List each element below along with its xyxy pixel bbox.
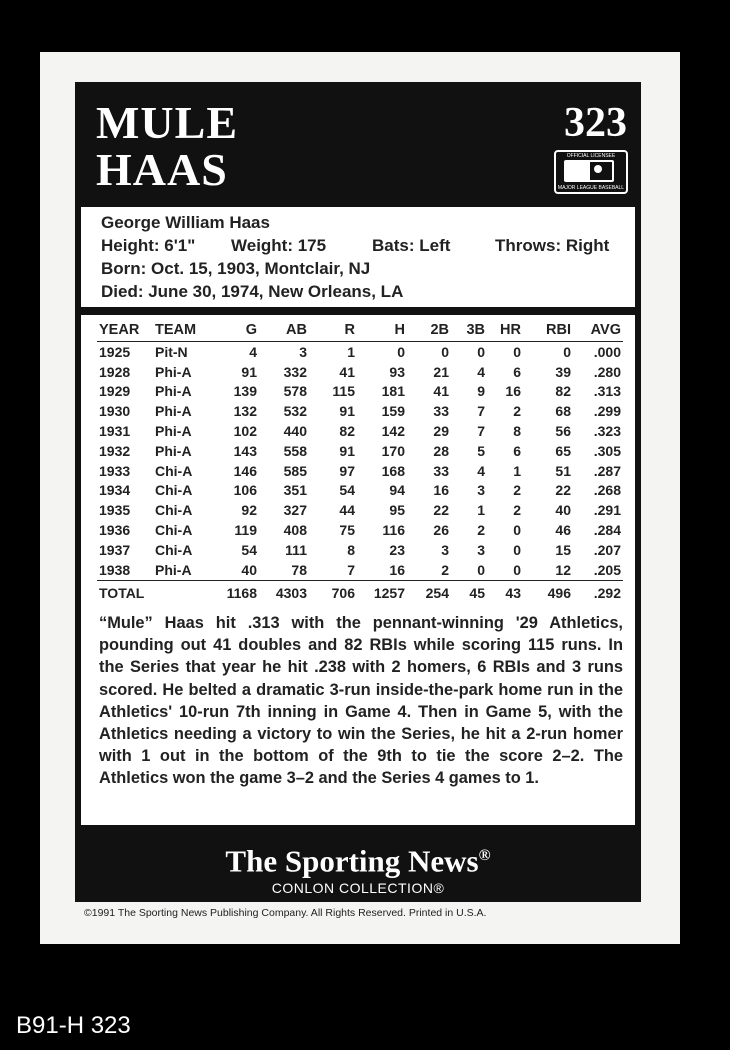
weight: Weight: 175 <box>231 236 327 255</box>
stat-cell: 78 <box>291 561 307 578</box>
stat-cell: 6 <box>513 442 521 459</box>
col-header: G <box>209 319 259 342</box>
stat-cell: 29 <box>433 423 449 440</box>
stat-cell: 0 <box>513 343 521 360</box>
total-cell: 1257 <box>357 580 407 605</box>
stat-cell: 116 <box>382 522 405 539</box>
col-header: 3B <box>451 319 487 342</box>
stat-cell: 28 <box>433 442 449 459</box>
career-blurb: “Mule” Haas hit .313 with the pennant-winning '29 Athletics, pounding out 41 doubles and 82 RBIs while scoring 115 runs. In the Series that year he hit .238 with 2 homers, 6 RBIs and 3 runs scored. He belted a dramatic 3-run inside-the-park home run in the Athletics' 10-run 7th inning in Game 4. Then in Game 5, with the Athletics needing a victory to win the Series, he hit a 2-run homer with 1 out in the bottom of the 9th to tie the score 2–2. The Athletics won the game 3–2 and the Series 4 games to 1. <box>99 614 623 788</box>
stats-row <box>97 500 623 520</box>
stat-cell: 351 <box>283 482 307 499</box>
stat-cell: .000 <box>593 343 621 360</box>
stat-cell: 1936 <box>99 522 131 539</box>
stat-cell: 2 <box>441 561 449 578</box>
stat-cell: 1 <box>477 502 485 519</box>
card-number: 323 <box>564 100 627 146</box>
stat-cell: 40 <box>241 561 257 578</box>
stat-cell: 16 <box>505 383 521 400</box>
logo-bottom-text: MAJOR LEAGUE BASEBALL <box>557 185 625 191</box>
stat-cell: 170 <box>381 442 405 459</box>
col-header: AVG <box>573 319 623 342</box>
stat-cell: Phi-A <box>155 442 192 459</box>
total-cell: 496 <box>523 580 573 605</box>
stat-cell: 1932 <box>99 442 131 459</box>
stat-cell: 111 <box>285 541 307 558</box>
stat-cell: 22 <box>555 482 571 499</box>
mlb-logo-icon <box>554 150 628 194</box>
died: Died: June 30, 1974, New Orleans, LA <box>101 282 404 301</box>
stats-total-row <box>97 580 623 605</box>
stat-cell: 532 <box>283 403 307 420</box>
stat-cell: 1 <box>513 462 521 479</box>
stat-cell: 132 <box>233 403 257 420</box>
stat-cell: 8 <box>513 423 521 440</box>
bats: Bats: Left <box>372 236 451 255</box>
stat-cell: 6 <box>513 363 521 380</box>
stat-cell: 95 <box>389 502 405 519</box>
stat-cell: .207 <box>593 541 621 558</box>
stat-cell: Pit-N <box>155 343 188 360</box>
stat-cell: 440 <box>283 423 307 440</box>
stat-cell: 91 <box>339 442 355 459</box>
stat-cell: .305 <box>593 442 621 459</box>
stat-cell: 1935 <box>99 502 131 519</box>
total-cell: 4303 <box>259 580 309 605</box>
stat-cell: .323 <box>593 423 621 440</box>
stat-cell: 65 <box>555 442 571 459</box>
stat-cell: 12 <box>555 561 571 578</box>
stat-cell: 9 <box>477 383 485 400</box>
stat-cell: 139 <box>233 383 257 400</box>
total-cell: 43 <box>487 580 523 605</box>
stat-cell: .280 <box>593 363 621 380</box>
stat-cell: 7 <box>347 561 355 578</box>
stats-row <box>97 481 623 501</box>
stat-cell: 40 <box>555 502 571 519</box>
copyright-line: ©1991 The Sporting News Publishing Company. All Rights Reserved. Printed in U.S.A. <box>84 907 487 919</box>
stat-cell: 8 <box>347 541 355 558</box>
stat-cell: 119 <box>234 522 257 539</box>
stat-cell: Phi-A <box>155 561 192 578</box>
brand-reg-mark: ® <box>478 847 491 864</box>
stat-cell: 21 <box>433 363 449 380</box>
stat-cell: 82 <box>555 383 571 400</box>
stat-cell: 46 <box>555 522 571 539</box>
stats-row <box>97 461 623 481</box>
stat-cell: 106 <box>233 482 257 499</box>
stat-cell: 94 <box>389 482 405 499</box>
stat-cell: .287 <box>593 462 621 479</box>
stat-cell: 0 <box>563 343 571 360</box>
stats-row <box>97 560 623 580</box>
stats-row <box>97 421 623 441</box>
stat-cell: 7 <box>477 423 485 440</box>
stat-cell: Chi-A <box>155 502 193 519</box>
stats-row <box>97 540 623 560</box>
stat-cell: 16 <box>389 561 405 578</box>
stat-cell: 1934 <box>99 482 131 499</box>
stat-cell: Chi-A <box>155 462 193 479</box>
stats-row <box>97 441 623 461</box>
height: Height: 6'1" <box>101 236 196 255</box>
stat-cell: 2 <box>513 502 521 519</box>
stats-row <box>97 342 623 362</box>
stat-cell: 33 <box>433 403 449 420</box>
stat-cell: 1933 <box>99 462 131 479</box>
stat-cell: 3 <box>441 541 449 558</box>
collection-name: CONLON COLLECTION <box>271 880 434 897</box>
stat-cell: 0 <box>397 343 405 360</box>
stat-cell: 1925 <box>99 343 131 360</box>
stat-cell: 33 <box>433 462 449 479</box>
stat-cell: Chi-A <box>155 522 193 539</box>
stat-cell: .313 <box>593 383 621 400</box>
player-first-name: MULE <box>96 97 238 148</box>
stat-cell: 146 <box>233 462 257 479</box>
stat-cell: 51 <box>555 462 571 479</box>
logo-top-text: OFFICIAL LICENSEE <box>566 153 616 159</box>
stat-cell: 2 <box>513 403 521 420</box>
stat-cell: 0 <box>513 541 521 558</box>
stat-cell: 2 <box>513 482 521 499</box>
stats-row <box>97 401 623 421</box>
stat-cell: Phi-A <box>155 383 192 400</box>
stat-cell: 2 <box>477 522 485 539</box>
scan-label: B91-H 323 <box>16 1012 131 1039</box>
stat-cell: 5 <box>477 442 485 459</box>
stat-cell: 1938 <box>99 561 131 578</box>
col-header: 2B <box>407 319 451 342</box>
stat-cell: 578 <box>283 383 307 400</box>
stat-cell: 23 <box>389 541 405 558</box>
stats-box <box>81 315 635 825</box>
total-cell: 254 <box>407 580 451 605</box>
stat-cell: 4 <box>249 343 257 360</box>
stat-cell: 181 <box>381 383 405 400</box>
stat-cell: .205 <box>593 561 621 578</box>
stats-header-row <box>97 319 623 342</box>
stat-cell: 54 <box>339 482 355 499</box>
brand-name: The Sporting News <box>225 843 479 879</box>
stat-cell: .299 <box>593 403 621 420</box>
stats-row <box>97 382 623 402</box>
total-cell: TOTAL <box>97 580 209 605</box>
total-cell: 706 <box>309 580 357 605</box>
stat-cell: 22 <box>433 502 449 519</box>
stat-cell: 4 <box>477 462 485 479</box>
stat-cell: 1928 <box>99 363 131 380</box>
stat-cell: 93 <box>389 363 405 380</box>
stat-cell: 0 <box>441 343 449 360</box>
stat-cell: Phi-A <box>155 363 192 380</box>
stat-cell: .268 <box>593 482 621 499</box>
stat-cell: 327 <box>283 502 307 519</box>
stat-cell: 1929 <box>99 383 131 400</box>
stat-cell: 97 <box>339 462 355 479</box>
stat-cell: 16 <box>433 482 449 499</box>
col-header: AB <box>259 319 309 342</box>
total-cell: 1168 <box>209 580 259 605</box>
stat-cell: 332 <box>283 363 307 380</box>
stat-cell: 0 <box>477 343 485 360</box>
born: Born: Oct. 15, 1903, Montclair, NJ <box>101 259 371 278</box>
stat-cell: 3 <box>477 541 485 558</box>
stat-cell: 56 <box>555 423 571 440</box>
col-header: RBI <box>523 319 573 342</box>
stats-body <box>97 342 623 581</box>
stat-cell: 75 <box>339 522 355 539</box>
stat-cell: 1 <box>347 343 355 360</box>
stat-cell: .284 <box>593 522 621 539</box>
stat-cell: Phi-A <box>155 423 192 440</box>
stat-cell: 1931 <box>99 423 131 440</box>
stats-row <box>97 362 623 382</box>
stat-cell: 3 <box>477 482 485 499</box>
stat-cell: 41 <box>433 383 449 400</box>
stat-cell: 143 <box>233 442 257 459</box>
stat-cell: 102 <box>233 423 257 440</box>
bio-box <box>81 207 635 307</box>
stat-cell: Chi-A <box>155 482 193 499</box>
stat-cell: 7 <box>477 403 485 420</box>
logo-ball <box>594 165 602 173</box>
stat-cell: 3 <box>299 343 307 360</box>
stat-cell: Phi-A <box>155 403 192 420</box>
stat-cell: 142 <box>381 423 405 440</box>
stat-cell: 159 <box>381 403 405 420</box>
stat-cell: 1937 <box>99 541 131 558</box>
col-header: HR <box>487 319 523 342</box>
stat-cell: 408 <box>283 522 307 539</box>
stat-cell: 91 <box>241 363 257 380</box>
stat-cell: 115 <box>332 383 355 400</box>
player-last-name: HAAS <box>96 144 228 195</box>
stat-cell: 168 <box>381 462 405 479</box>
stat-cell: 91 <box>339 403 355 420</box>
stat-cell: 15 <box>555 541 571 558</box>
full-name: George William Haas <box>101 213 270 232</box>
stat-cell: 558 <box>283 442 307 459</box>
stat-cell: 0 <box>513 522 521 539</box>
stats-row <box>97 520 623 540</box>
col-header: YEAR <box>97 319 153 342</box>
total-cell: .292 <box>573 580 623 605</box>
stat-cell: 92 <box>241 502 257 519</box>
col-header: TEAM <box>153 319 209 342</box>
col-header: H <box>357 319 407 342</box>
stat-cell: 54 <box>241 541 257 558</box>
stat-cell: 0 <box>513 561 521 578</box>
stat-cell: 585 <box>283 462 307 479</box>
stat-cell: 82 <box>339 423 355 440</box>
collection-reg-mark: ® <box>433 880 445 897</box>
stat-cell: 0 <box>477 561 485 578</box>
stats-table <box>97 319 623 605</box>
stat-cell: 44 <box>339 502 355 519</box>
stat-cell: 1930 <box>99 403 131 420</box>
stat-cell: 41 <box>339 363 355 380</box>
total-cell: 45 <box>451 580 487 605</box>
stat-cell: 4 <box>477 363 485 380</box>
col-header: R <box>309 319 357 342</box>
stat-cell: 39 <box>555 363 571 380</box>
stat-cell: 68 <box>555 403 571 420</box>
stat-cell: .291 <box>593 502 621 519</box>
throws: Throws: Right <box>495 236 610 255</box>
stat-cell: 26 <box>433 522 449 539</box>
stat-cell: Chi-A <box>155 541 193 558</box>
sporting-news-logo <box>75 838 641 897</box>
